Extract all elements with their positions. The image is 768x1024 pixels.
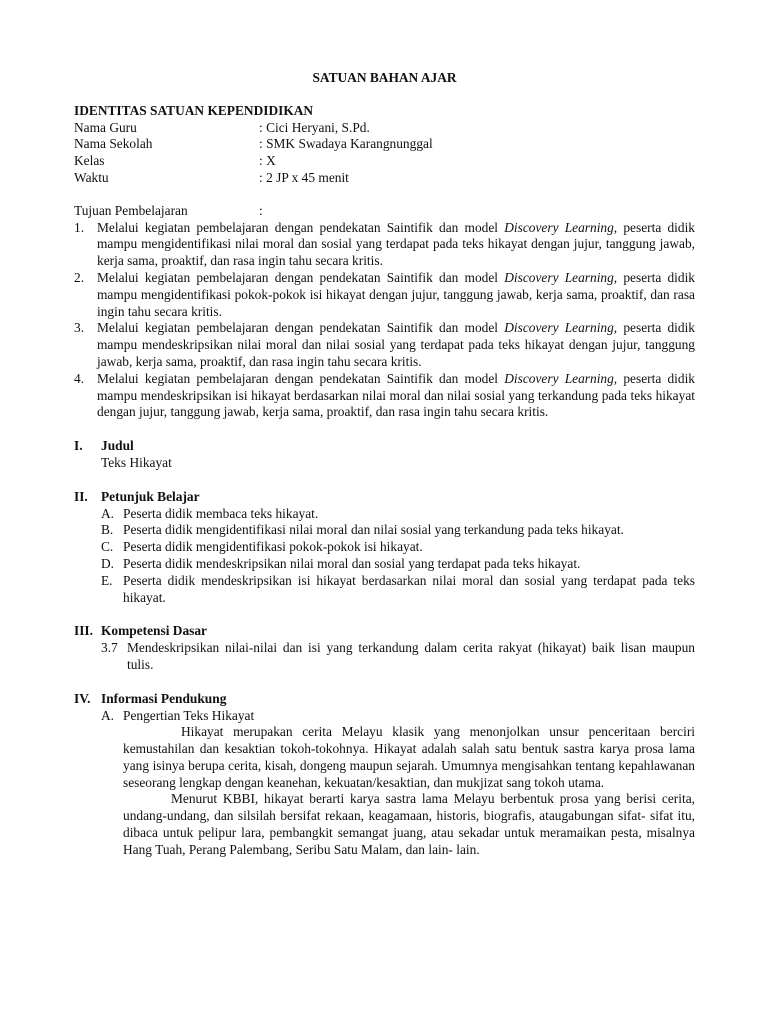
instruction-text: Peserta didik mengidentifikasi nilai moral dan nilai sosial yang terkandung pada teks hikayat. [123,522,624,538]
objective-text [97,220,695,270]
objective-text-emphasis: Discovery Learning, [504,320,618,336]
objective-item [74,270,695,320]
objectives-label-row [74,203,695,220]
instruction-letter: A. [101,505,115,521]
objective-text-pre: Melalui kegiatan pembelajaran dengan pendekatan Saintifik dan model [97,219,505,235]
section-number: II. [74,488,88,504]
section-heading [74,691,695,708]
identity-label: Kelas [74,153,105,169]
objective-text [97,320,695,370]
section-kompetensi [74,623,695,673]
objective-text-post: peserta didik mampu mendeskripsikan nilai moral dan nilai sosial yang terdapat pada teks hikayat dengan jujur, tanggung jawab, kerja sama, proaktif, dan rasa ingin tahu secara kritis. [97,320,695,369]
identity-label: Nama Guru [74,119,137,135]
section-text: Teks Hikayat [101,454,172,470]
objective-text-pre: Melalui kegiatan pembelajaran dengan pendekatan Saintifik dan model [97,269,505,285]
instruction-letter: D. [101,555,115,571]
paragraph: Menurut KBBI, hikayat berarti karya sastra lama Melayu berbentuk prosa yang berisi cerita, undang-undang, dan silsilah bersifat rekaan, keagamaan, historis, biografis, ataugabungan sifat- sifat itu, dibaca untuk pelipur lara, pembangkit semangat juang, atau sekadar untuk meramaikan pesta, misalnya Hang Tuah, Perang Palembang, Seribu Satu Malam, dan lain- lain. [123,791,695,857]
instruction-letter: C. [101,539,114,555]
instruction-text: Peserta didik mendeskripsikan isi hikayat berdasarkan nilai moral dan sosial yang terdapat pada teks hikayat. [123,572,695,605]
section-heading [74,623,695,640]
objective-text [97,371,695,421]
document-title: SATUAN BAHAN AJAR [312,70,457,85]
subsection-heading [101,708,695,725]
objective-text-post: peserta didik mampu mendeskripsikan isi hikayat berdasarkan nilai moral dan nilai sosial yang terkandung pada teks hikayat dengan jujur, tanggung jawab, kerja sama, proaktif, dan rasa ingin tahu secara kritis. [97,370,695,420]
objective-number: 4. [74,370,85,386]
instruction-list [74,506,695,607]
identity-value: : X [259,153,276,169]
instruction-text: Peserta didik mengidentifikasi pokok-pokok isi hikayat. [123,539,423,555]
objectives-list [74,220,695,422]
identity-row-time [74,170,695,187]
instruction-item [101,506,695,523]
section-number: I. [74,438,83,454]
instruction-text: Peserta didik mendeskripsikan nilai moral dan sosial yang terdapat pada teks hikayat. [123,555,581,571]
section-petunjuk [74,489,695,607]
section-heading [74,438,695,455]
objectives-colon: : [259,202,263,218]
identity-row-class [74,153,695,170]
instruction-item [101,539,695,556]
objective-text-emphasis: Discovery Learning, [504,370,618,386]
objective-text-emphasis: Discovery Learning, [504,219,618,235]
instruction-item [101,573,695,607]
objective-text-emphasis: Discovery Learning, [504,269,618,285]
subsection-definition [74,708,695,859]
objective-text-pre: Melalui kegiatan pembelajaran dengan pendekatan Saintifik dan model [97,370,505,386]
objective-text-post: peserta didik mampu mengidentifikasi pokok-pokok isi hikayat dengan jujur, tanggung jawab, kerja sama, proaktif, dan rasa ingin tahu secara kritis. [97,269,695,319]
instruction-item [101,556,695,573]
competency-number: 3.7 [101,640,118,656]
identity-row-school [74,136,695,153]
identity-value: : SMK Swadaya Karangnunggal [259,136,433,152]
instruction-text: Peserta didik membaca teks hikayat. [123,505,319,521]
identity-label: Waktu [74,169,109,185]
objective-text-pre: Melalui kegiatan pembelajaran dengan pendekatan Saintifik dan model [97,320,505,336]
objective-item [74,220,695,270]
objective-number: 3. [74,320,85,336]
section-title: Informasi Pendukung [101,690,227,706]
identity-heading: IDENTITAS SATUAN KEPENDIDIKAN [74,102,314,118]
objective-text [97,270,695,320]
competency-item [74,640,695,674]
identity-value: : Cici Heryani, S.Pd. [259,119,370,135]
section-title: Kompetensi Dasar [101,623,208,639]
identity-row-teacher [74,120,695,137]
identity-value: : 2 JP x 45 menit [259,169,349,185]
instruction-letter: B. [101,522,114,538]
objective-text-post: peserta didik mampu mengidentifikasi nilai moral dan sosial yang terdapat pada teks hikayat dengan jujur, tanggung jawab, kerja sama, proaktif, dan rasa ingin tahu secara kritis. [97,219,695,269]
competency-text: Mendeskripsikan nilai-nilai dan isi yang terkandung dalam cerita rakyat (hikayat) baik lisan maupun tulis. [127,640,695,672]
objective-item [74,320,695,370]
objective-number: 2. [74,269,85,285]
section-heading [74,489,695,506]
subsection-title: Pengertian Teks Hikayat [123,707,255,723]
identity-label: Nama Sekolah [74,136,153,152]
subsection-letter: A. [101,707,115,723]
instruction-letter: E. [101,572,113,588]
section-number: III. [74,623,93,639]
objective-number: 1. [74,219,85,235]
section-number: IV. [74,690,91,706]
section-informasi [74,691,695,859]
section-title: Judul [101,438,134,454]
section-judul [74,438,695,472]
objectives-label: Tujuan Pembelajaran [74,202,188,218]
section-title: Petunjuk Belajar [101,488,200,504]
paragraph: Hikayat merupakan cerita Melayu klasik yang menonjolkan unsur penceritaan berciri kemustahilan dan kesaktian tokoh-tokohnya. Hikayat adalah salah satu bentuk sastra karya prosa lama yang isinya berupa cerita, kisah, dongeng maupun sejarah. Umumnya mengisahkan tentang kepahlawanan seseorang lengkap dengan keanehan, kekuatan/kesaktian, dan mukjizat sang tokoh utama. [123,724,695,790]
objective-item [74,371,695,421]
instruction-item [101,522,695,539]
